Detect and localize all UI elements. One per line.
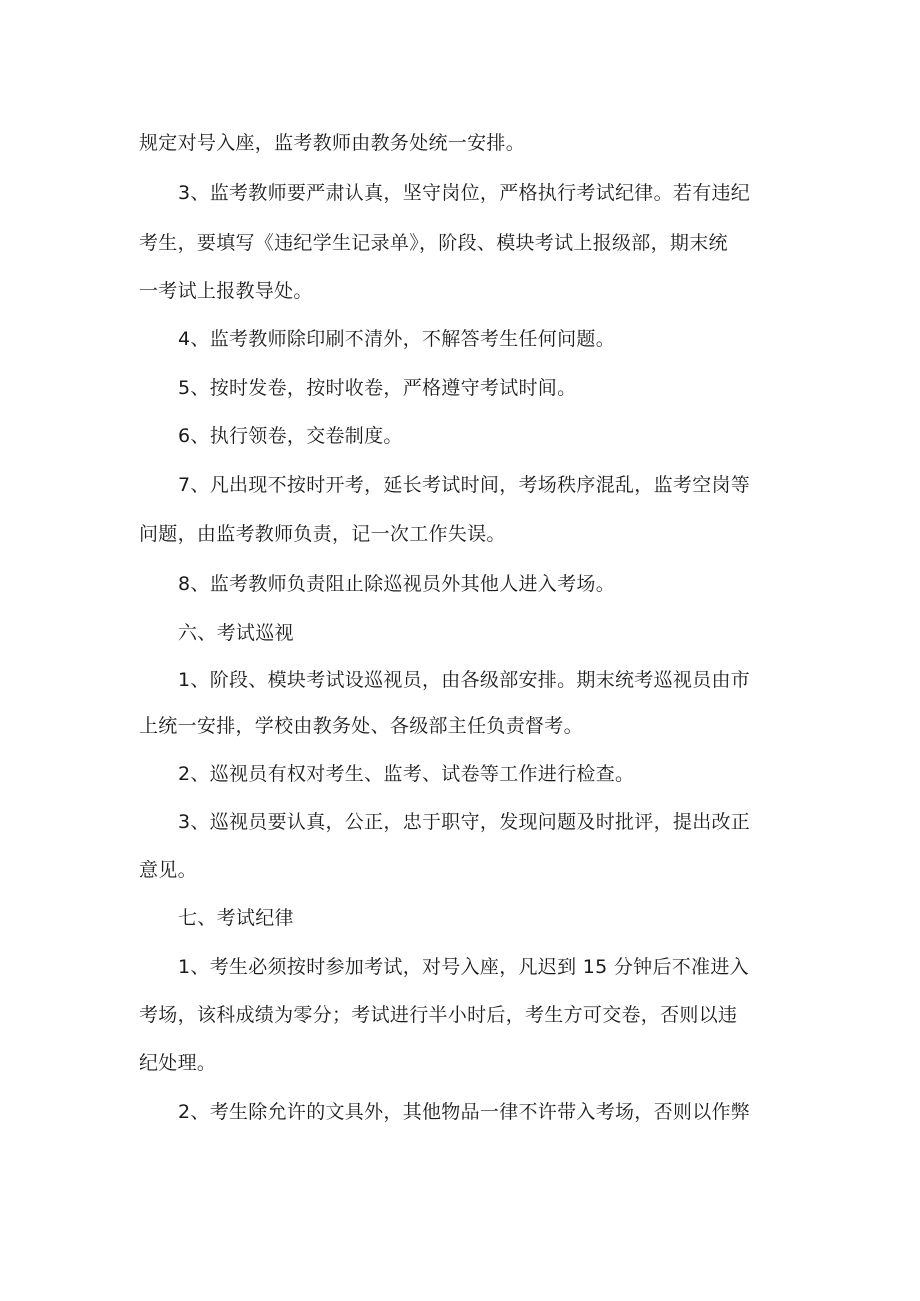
text-line: 规定对号入座，监考教师由教务处统一安排。 bbox=[139, 132, 526, 154]
text-line: 3、监考教师要严肃认真，坚守岗位，严格执行考试纪律。若有违纪 bbox=[178, 182, 751, 204]
text-line: 纪处理。 bbox=[139, 1052, 217, 1074]
text-line: 一考试上报教导处。 bbox=[139, 280, 313, 302]
text-line: 2、巡视员有权对考生、监考、试卷等工作进行检查。 bbox=[178, 763, 635, 785]
text-line: 5、按时发卷，按时收卷，严格遵守考试时间。 bbox=[178, 377, 577, 399]
section-heading: 六、考试巡视 bbox=[178, 622, 294, 644]
text-line: 考场，该科成绩为零分；考试进行半小时后，考生方可交卷，否则以违 bbox=[139, 1004, 738, 1026]
text-line: 4、监考教师除印刷不清外，不解答考生任何问题。 bbox=[178, 328, 615, 350]
text-line: 2、考生除允许的文具外，其他物品一律不许带入考场，否则以作弊 bbox=[178, 1101, 751, 1123]
text-line: 1、阶段、模块考试设巡视员，由各级部安排。期末统考巡视员由市 bbox=[178, 669, 751, 691]
text-line: 3、巡视员要认真，公正，忠于职守，发现问题及时批评，提出改正 bbox=[178, 811, 751, 833]
section-heading: 七、考试纪律 bbox=[178, 907, 294, 929]
text-line: 问题，由监考教师负责，记一次工作失误。 bbox=[139, 523, 506, 545]
text-line: 6、执行领卷，交卷制度。 bbox=[178, 425, 403, 447]
text-line: 考生，要填写《违纪学生记录单》，阶段、模块考试上报级部，期末统 bbox=[139, 232, 728, 254]
text-line: 8、监考教师负责阻止除巡视员外其他人进入考场。 bbox=[178, 573, 615, 595]
text-line: 1、考生必须按时参加考试，对号入座，凡迟到 15 分钟后不准进入 bbox=[178, 956, 749, 978]
text-line: 7、凡出现不按时开考，延长考试时间，考场秩序混乱，监考空岗等 bbox=[178, 474, 751, 496]
text-line: 上统一安排，学校由教务处、各级部主任负责督考。 bbox=[139, 715, 583, 737]
text-line: 意见。 bbox=[139, 859, 197, 881]
